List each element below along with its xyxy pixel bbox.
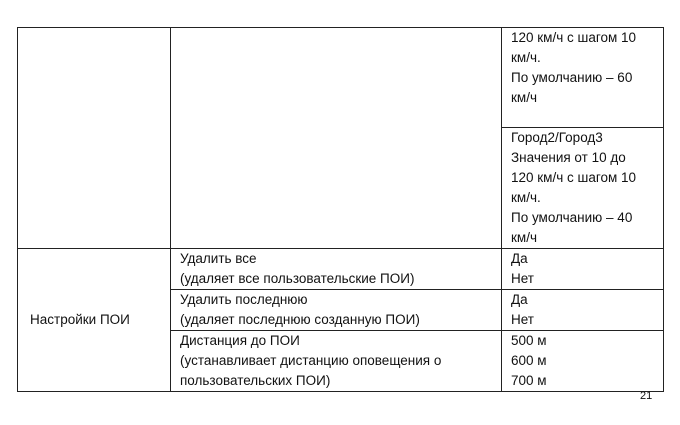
speed-values-line: км/ч. [511, 190, 541, 205]
speed-values-line: Значения от 10 до [511, 150, 626, 165]
speed-values-cell-2 [502, 128, 664, 249]
poi-distance-values [502, 331, 664, 392]
value-line: Нет [511, 312, 534, 327]
setting-line: Удалить все [180, 251, 257, 266]
speed-values-line: По умолчанию – 60 [511, 70, 633, 85]
speed-values-line: км/ч. [511, 50, 541, 65]
page-number: 21 [640, 390, 653, 402]
empty-category-cell [18, 28, 171, 249]
empty-setting-cell [171, 28, 502, 249]
table-row [18, 28, 664, 128]
speed-values-line: км/ч [511, 230, 537, 245]
speed-values-line: км/ч [511, 90, 537, 105]
poi-settings-label: Настройки ПОИ [18, 249, 171, 392]
table-row [18, 249, 664, 290]
delete-all-setting [171, 249, 502, 290]
speed-values-cell-1 [502, 28, 664, 128]
delete-last-values [502, 290, 664, 331]
speed-values-line: Город2/Город3 [511, 130, 603, 145]
setting-line: пользовательских ПОИ) [180, 373, 331, 388]
value-line: Да [511, 251, 528, 266]
delete-all-values [502, 249, 664, 290]
speed-values-line: 120 км/ч с шагом 10 [511, 30, 637, 45]
setting-line: Удалить последнюю [180, 292, 308, 307]
value-line: 600 м [511, 353, 547, 368]
speed-values-line: 120 км/ч с шагом 10 [511, 170, 637, 185]
value-line: 500 м [511, 333, 547, 348]
settings-table [17, 27, 664, 392]
setting-line: (удаляет последнюю созданную ПОИ) [180, 312, 420, 327]
setting-line: (устанавливает дистанцию оповещения о [180, 353, 442, 368]
speed-values-line: По умолчанию – 40 [511, 210, 633, 225]
delete-last-setting [171, 290, 502, 331]
value-line: 700 м [511, 373, 547, 388]
setting-line: (удаляет все пользовательские ПОИ) [180, 271, 415, 286]
setting-line: Дистанция до ПОИ [180, 333, 300, 348]
value-line: Нет [511, 271, 534, 286]
poi-distance-setting [171, 331, 502, 392]
value-line: Да [511, 292, 528, 307]
